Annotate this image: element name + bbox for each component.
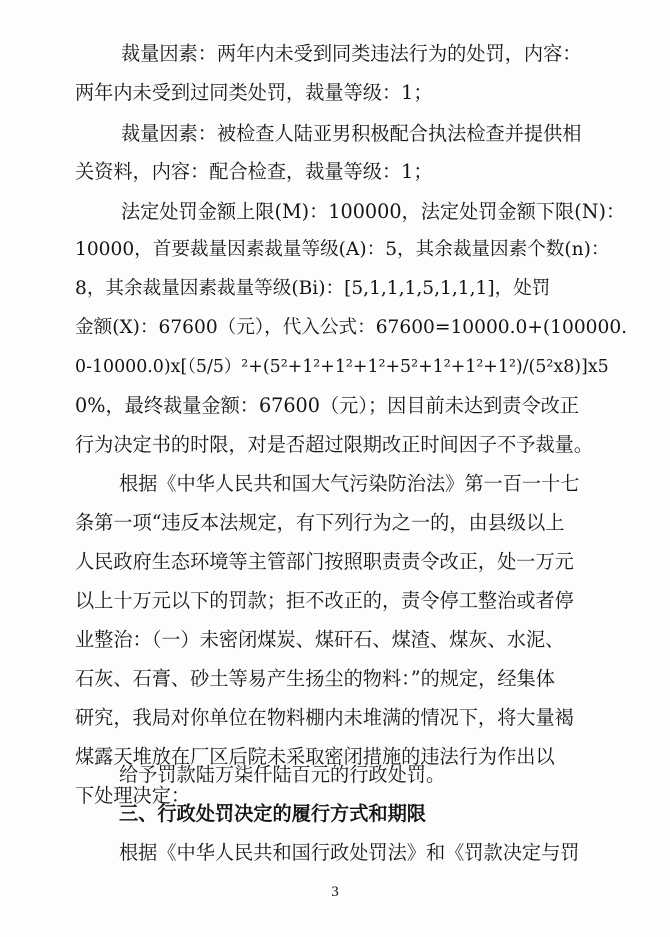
text-line: 条第一项“违反本法规定，有下列行为之一的，由县级以上	[75, 511, 565, 534]
text-line: 两年内未受到过同类处罚，裁量等级：1；	[75, 81, 433, 104]
text-line: 根据《中华人民共和国大气污染防治法》第一百一十七	[119, 472, 580, 495]
section-heading: 三、行政处罚决定的履行方式和期限	[119, 802, 426, 825]
text-line: 金额(X)：67600（元），代入公式：67600=10000.0+(100000.	[75, 317, 628, 338]
text-line: 根据《中华人民共和国行政处罚法》和《罚款决定与罚	[119, 841, 580, 864]
text-line: 以上十万元以下的罚款；拒不改正的，责令停工整治或者停	[75, 589, 574, 612]
text-line: 给予罚款陆万柒仟陆百元的行政处罚。	[119, 763, 446, 786]
text-line: 裁量因素：被检查人陆亚男积极配合执法检查并提供相	[121, 122, 582, 145]
text-line: 石灰、石膏、砂土等易产生扬尘的物料：”的规定，经集体	[75, 667, 555, 690]
text-line: 人民政府生态环境等主管部门按照职责责令改正，处一万元	[75, 550, 574, 573]
text-line: 裁量因素：两年内未受到同类违法行为的处罚，内容：	[121, 42, 582, 65]
page-number: 3	[331, 884, 339, 900]
text-line: 煤露天堆放在厂区后院未采取密闭措施的违法行为作出以	[75, 745, 555, 768]
text-line: 下处理决定：	[75, 784, 191, 807]
text-line: 关资料，内容：配合检查，裁量等级：1；	[75, 160, 433, 183]
text-line: 0-10000.0)x[（5/5）²+(5²+1²+1²+1²+5²+1²+1²+1²)/(5²x8)]x5	[75, 357, 609, 377]
text-line: 法定处罚金额上限(M)：100000，法定处罚金额下限(N)：	[121, 200, 626, 223]
text-line: 0%，最终裁量金额：67600（元）；因目前未达到责令改正	[75, 394, 580, 417]
text-line: 业整治：（一）未密闭煤炭、煤矸石、煤渣、煤灰、水泥、	[75, 628, 565, 651]
text-line: 研究，我局对你单位在物料棚内未堆满的情况下，将大量褐	[75, 706, 574, 729]
text-line: 行为决定书的时限，对是否超过限期改正时间因子不予裁量。	[75, 433, 594, 456]
text-line: 10000，首要裁量因素裁量等级(A)：5，其余裁量因素个数(n)：	[75, 239, 610, 260]
text-line: 8，其余裁量因素裁量等级(Bi)：[5,1,1,1,5,1,1,1]，处罚	[75, 278, 551, 299]
